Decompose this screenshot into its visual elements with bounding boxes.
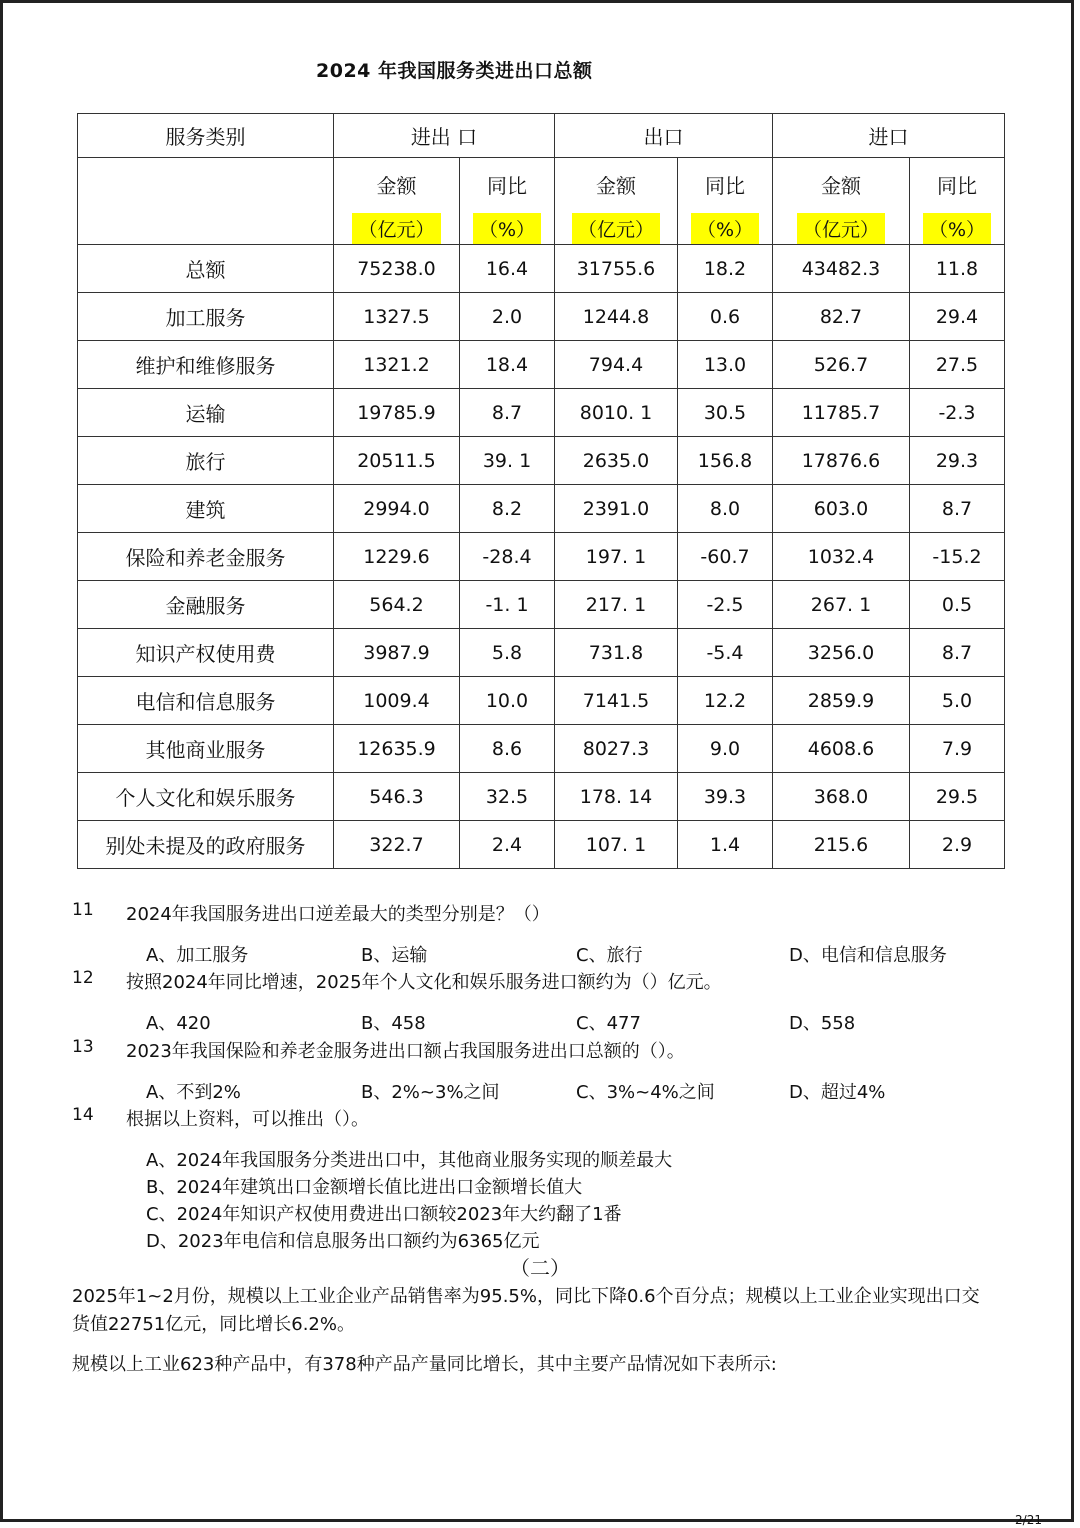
amount-cell: 2994.0 xyxy=(334,485,460,533)
category-cell: 保险和养老金服务 xyxy=(78,533,334,581)
header-row-groups xyxy=(78,114,1005,158)
amount-cell: 2391.0 xyxy=(555,485,678,533)
table-row xyxy=(78,677,1005,725)
question-text: 2023年我国保险和养老金服务进出口额占我国服务进出口总额的（）。 xyxy=(126,1041,685,1062)
amount-cell: 322.7 xyxy=(334,821,460,869)
answer-option[interactable]: A、2024年我国服务分类进出口中，其他商业服务实现的顺差最大 xyxy=(146,1150,673,1171)
yoy-cell: -15.2 xyxy=(910,533,1005,581)
answer-option[interactable]: A、420 xyxy=(146,1013,211,1034)
yoy-cell: 8.0 xyxy=(678,485,773,533)
question-number: 11 xyxy=(72,900,94,920)
unit-amount-highlight: （亿元） xyxy=(352,213,440,244)
page-number: 2/21 xyxy=(1015,1513,1042,1527)
unit-amount-highlight: （亿元） xyxy=(797,213,885,244)
yoy-cell: 8.7 xyxy=(910,485,1005,533)
services-trade-table xyxy=(77,113,1005,869)
table-row xyxy=(78,533,1005,581)
table-body xyxy=(78,245,1005,869)
header-amount: 金额 xyxy=(821,174,861,198)
answer-option[interactable]: A、加工服务 xyxy=(146,945,249,966)
header-yoy: 同比 xyxy=(487,174,527,198)
yoy-cell: 29.3 xyxy=(910,437,1005,485)
header-yoy-cell xyxy=(460,158,555,245)
answer-option[interactable]: D、558 xyxy=(789,1013,856,1034)
table-row xyxy=(78,581,1005,629)
yoy-cell: -5.4 xyxy=(678,629,773,677)
yoy-cell: -2.5 xyxy=(678,581,773,629)
yoy-cell: 0.5 xyxy=(910,581,1005,629)
answer-option[interactable]: D、超过4% xyxy=(789,1082,886,1103)
amount-cell: 12635.9 xyxy=(334,725,460,773)
amount-cell: 794.4 xyxy=(555,341,678,389)
yoy-cell: 12.2 xyxy=(678,677,773,725)
amount-cell: 8010. 1 xyxy=(555,389,678,437)
amount-cell: 1032.4 xyxy=(773,533,910,581)
answer-option[interactable]: B、2024年建筑出口金额增长值比进出口金额增长值大 xyxy=(146,1177,583,1198)
amount-cell: 19785.9 xyxy=(334,389,460,437)
category-cell: 个人文化和娱乐服务 xyxy=(78,773,334,821)
paragraph-line: 货值22751亿元，同比增长6.2%。 xyxy=(72,1314,355,1335)
amount-cell: 178. 14 xyxy=(555,773,678,821)
category-cell: 金融服务 xyxy=(78,581,334,629)
amount-cell: 603.0 xyxy=(773,485,910,533)
header-amount: 金额 xyxy=(596,174,636,198)
header-row-units xyxy=(78,158,1005,245)
amount-cell: 82.7 xyxy=(773,293,910,341)
table-row xyxy=(78,341,1005,389)
yoy-cell: 18.4 xyxy=(460,341,555,389)
amount-cell: 1244.8 xyxy=(555,293,678,341)
table-row xyxy=(78,773,1005,821)
yoy-cell: 9.0 xyxy=(678,725,773,773)
table-row xyxy=(78,245,1005,293)
yoy-cell: 39.3 xyxy=(678,773,773,821)
yoy-cell: 8.2 xyxy=(460,485,555,533)
answer-option[interactable]: B、2%~3%之间 xyxy=(361,1082,500,1103)
table-row xyxy=(78,485,1005,533)
yoy-cell: -1. 1 xyxy=(460,581,555,629)
yoy-cell: 29.5 xyxy=(910,773,1005,821)
amount-cell: 526.7 xyxy=(773,341,910,389)
amount-cell: 546.3 xyxy=(334,773,460,821)
yoy-cell: -60.7 xyxy=(678,533,773,581)
yoy-cell: 39. 1 xyxy=(460,437,555,485)
header-import: 进口 xyxy=(773,114,1005,158)
amount-cell: 17876.6 xyxy=(773,437,910,485)
table-title: 2024 年我国服务类进出口总额 xyxy=(316,60,593,82)
yoy-cell: 8.7 xyxy=(460,389,555,437)
yoy-cell: 0.6 xyxy=(678,293,773,341)
section-heading: （二） xyxy=(510,1256,570,1280)
yoy-cell: 29.4 xyxy=(910,293,1005,341)
table-row xyxy=(78,293,1005,341)
yoy-cell: 5.8 xyxy=(460,629,555,677)
yoy-cell: 2.4 xyxy=(460,821,555,869)
amount-cell: 8027.3 xyxy=(555,725,678,773)
header-amount-cell xyxy=(555,158,678,245)
yoy-cell: 5.0 xyxy=(910,677,1005,725)
question-text: 2024年我国服务进出口逆差最大的类型分别是？（） xyxy=(126,904,550,925)
header-amount: 金额 xyxy=(376,174,417,198)
amount-cell: 11785.7 xyxy=(773,389,910,437)
table-row xyxy=(78,389,1005,437)
header-blank xyxy=(78,158,334,245)
yoy-cell: 18.2 xyxy=(678,245,773,293)
table-row xyxy=(78,725,1005,773)
header-export: 出口 xyxy=(555,114,773,158)
category-cell: 知识产权使用费 xyxy=(78,629,334,677)
amount-cell: 1327.5 xyxy=(334,293,460,341)
amount-cell: 3256.0 xyxy=(773,629,910,677)
amount-cell: 4608.6 xyxy=(773,725,910,773)
header-total-trade: 进出 口 xyxy=(334,114,555,158)
question-text: 根据以上资料，可以推出（）。 xyxy=(126,1109,369,1130)
category-cell: 建筑 xyxy=(78,485,334,533)
amount-cell: 215.6 xyxy=(773,821,910,869)
amount-cell: 107. 1 xyxy=(555,821,678,869)
category-cell: 加工服务 xyxy=(78,293,334,341)
yoy-cell: 156.8 xyxy=(678,437,773,485)
answer-option[interactable]: A、不到2% xyxy=(146,1082,241,1103)
question-number: 14 xyxy=(72,1105,94,1125)
question-number: 13 xyxy=(72,1037,94,1057)
unit-pct-highlight: （%） xyxy=(473,213,541,244)
unit-amount-highlight: （亿元） xyxy=(572,213,660,244)
header-yoy-cell xyxy=(678,158,773,245)
amount-cell: 20511.5 xyxy=(334,437,460,485)
category-cell: 别处未提及的政府服务 xyxy=(78,821,334,869)
amount-cell: 368.0 xyxy=(773,773,910,821)
amount-cell: 43482.3 xyxy=(773,245,910,293)
category-cell: 其他商业服务 xyxy=(78,725,334,773)
yoy-cell: -28.4 xyxy=(460,533,555,581)
category-cell: 运输 xyxy=(78,389,334,437)
yoy-cell: 2.9 xyxy=(910,821,1005,869)
yoy-cell: 10.0 xyxy=(460,677,555,725)
answer-option[interactable]: D、电信和信息服务 xyxy=(789,945,947,966)
header-amount-cell xyxy=(773,158,910,245)
amount-cell: 197. 1 xyxy=(555,533,678,581)
category-cell: 旅行 xyxy=(78,437,334,485)
paragraph-line: 2025年1~2月份，规模以上工业企业产品销售率为95.5%，同比下降0.6个百分点；规模以上工业企业实现出口交 xyxy=(72,1286,980,1307)
amount-cell: 75238.0 xyxy=(334,245,460,293)
amount-cell: 3987.9 xyxy=(334,629,460,677)
amount-cell: 2859.9 xyxy=(773,677,910,725)
yoy-cell: 1.4 xyxy=(678,821,773,869)
amount-cell: 731.8 xyxy=(555,629,678,677)
amount-cell: 7141.5 xyxy=(555,677,678,725)
header-amount-cell xyxy=(334,158,460,245)
answer-option[interactable]: B、运输 xyxy=(361,945,428,966)
amount-cell: 31755.6 xyxy=(555,245,678,293)
paragraph-line: 规模以上工业623种产品中，有378种产品产量同比增长，其中主要产品情况如下表所示: xyxy=(72,1354,777,1375)
yoy-cell: 8.6 xyxy=(460,725,555,773)
yoy-cell: 16.4 xyxy=(460,245,555,293)
yoy-cell: 7.9 xyxy=(910,725,1005,773)
header-yoy: 同比 xyxy=(937,174,977,198)
amount-cell: 1229.6 xyxy=(334,533,460,581)
amount-cell: 2635.0 xyxy=(555,437,678,485)
answer-option[interactable]: C、旅行 xyxy=(576,945,643,966)
amount-cell: 564.2 xyxy=(334,581,460,629)
answer-option[interactable]: D、2023年电信和信息服务出口额约为6365亿元 xyxy=(146,1231,540,1252)
yoy-cell: 11.8 xyxy=(910,245,1005,293)
yoy-cell: 8.7 xyxy=(910,629,1005,677)
unit-pct-highlight: （%） xyxy=(691,213,759,244)
header-category: 服务类别 xyxy=(78,114,334,158)
header-yoy: 同比 xyxy=(705,174,745,198)
table-row xyxy=(78,437,1005,485)
unit-pct-highlight: （%） xyxy=(923,213,991,244)
question-number: 12 xyxy=(72,968,94,988)
answer-option[interactable]: C、3%~4%之间 xyxy=(576,1082,715,1103)
answer-option[interactable]: B、458 xyxy=(361,1013,426,1034)
table-row xyxy=(78,821,1005,869)
yoy-cell: 32.5 xyxy=(460,773,555,821)
yoy-cell: 2.0 xyxy=(460,293,555,341)
yoy-cell: 13.0 xyxy=(678,341,773,389)
table-row xyxy=(78,629,1005,677)
category-cell: 维护和维修服务 xyxy=(78,341,334,389)
answer-option[interactable]: C、477 xyxy=(576,1013,641,1034)
yoy-cell: 27.5 xyxy=(910,341,1005,389)
category-cell: 电信和信息服务 xyxy=(78,677,334,725)
yoy-cell: 30.5 xyxy=(678,389,773,437)
amount-cell: 267. 1 xyxy=(773,581,910,629)
question-text: 按照2024年同比增速，2025年个人文化和娱乐服务进口额约为（）亿元。 xyxy=(126,972,722,993)
amount-cell: 1321.2 xyxy=(334,341,460,389)
amount-cell: 217. 1 xyxy=(555,581,678,629)
header-yoy-cell xyxy=(910,158,1005,245)
amount-cell: 1009.4 xyxy=(334,677,460,725)
answer-option[interactable]: C、2024年知识产权使用费进出口额较2023年大约翻了1番 xyxy=(146,1204,622,1225)
yoy-cell: -2.3 xyxy=(910,389,1005,437)
category-cell: 总额 xyxy=(78,245,334,293)
